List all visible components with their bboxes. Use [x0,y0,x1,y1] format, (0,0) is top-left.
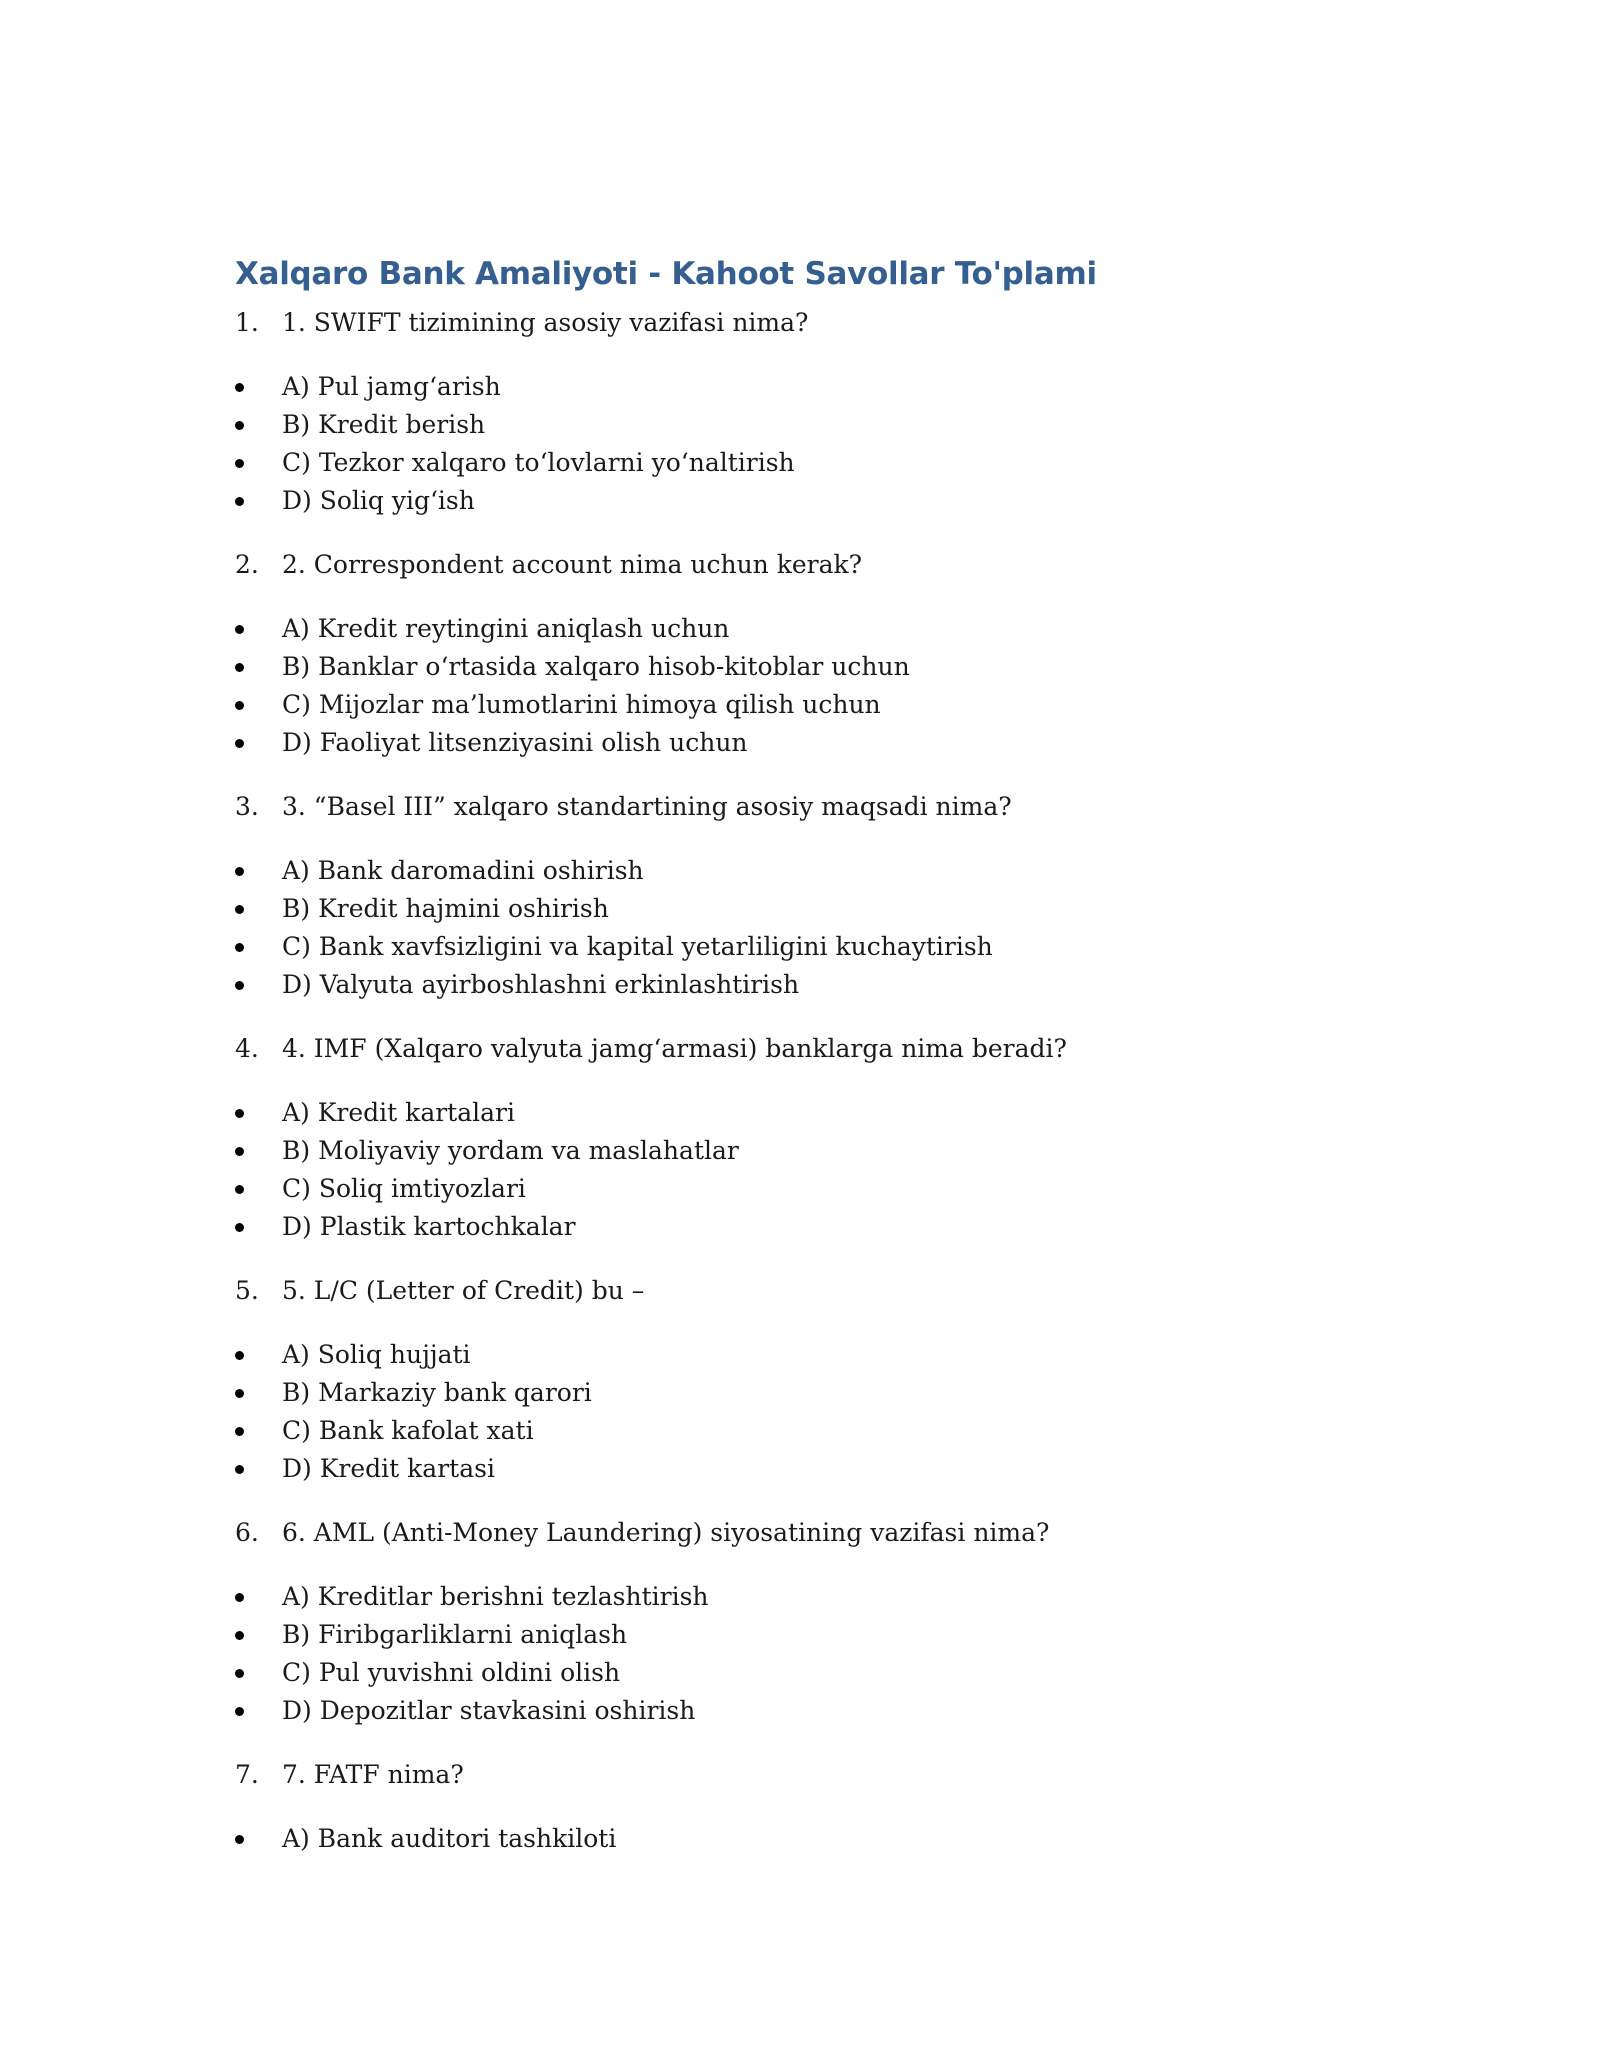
question-number: 5. [235,1276,259,1305]
answer-option [235,610,1365,648]
answer-options-list [235,1094,1365,1246]
answer-option [235,406,1365,444]
bullet-icon [235,625,244,634]
answer-option-text: C) Soliq imtiyozlari [282,1174,526,1203]
answer-option [235,1820,1365,1858]
answer-option-text: D) Faoliyat litsenziyasini olish uchun [282,728,748,757]
question-number: 4. [235,1034,259,1063]
answer-option [235,1208,1365,1246]
answer-option-text: A) Kredit reytingini aniqlash uchun [282,614,730,643]
answer-option-text: D) Valyuta ayirboshlashni erkinlashtirish [282,970,800,999]
answer-option [235,1616,1365,1654]
answer-option [235,444,1365,482]
answer-option-text: B) Moliyaviy yordam va maslahatlar [282,1136,739,1165]
answer-option-text: B) Kredit hajmini oshirish [282,894,609,923]
answer-option [235,368,1365,406]
question-number: 1. [235,308,259,337]
question-4 [235,1030,1365,1068]
answer-option-text: A) Kredit kartalari [282,1098,515,1127]
answer-option [235,1170,1365,1208]
question-6 [235,1514,1365,1552]
answer-option [235,1336,1365,1374]
answer-option [235,1412,1365,1450]
question-text: 7. FATF nima? [282,1760,464,1789]
question-5 [235,1272,1365,1310]
answer-option-text: D) Depozitlar stavkasini oshirish [282,1696,696,1725]
bullet-icon [235,1351,244,1360]
question-3 [235,788,1365,826]
answer-option-text: A) Soliq hujjati [282,1340,471,1369]
bullet-icon [235,1593,244,1602]
bullet-icon [235,663,244,672]
answer-options-list [235,1820,1365,1858]
answer-option-text: C) Tezkor xalqaro to‘lovlarni yo‘naltirish [282,448,795,477]
answer-option-text: A) Kreditlar berishni tezlashtirish [282,1582,709,1611]
answer-option-text: C) Bank kafolat xati [282,1416,534,1445]
bullet-icon [235,739,244,748]
answer-option [235,928,1365,966]
answer-option [235,966,1365,1004]
bullet-icon [235,905,244,914]
bullet-icon [235,701,244,710]
bullet-icon [235,1109,244,1118]
question-7 [235,1756,1365,1794]
answer-option [235,1450,1365,1488]
question-number: 2. [235,550,259,579]
answer-option-text: B) Firibgarliklarni aniqlash [282,1620,628,1649]
answer-options-list [235,1336,1365,1488]
bullet-icon [235,1427,244,1436]
bullet-icon [235,1389,244,1398]
bullet-icon [235,867,244,876]
answer-option-text: C) Bank xavfsizligini va kapital yetarliligini kuchaytirish [282,932,993,961]
answer-options-list [235,852,1365,1004]
answer-option-text: C) Mijozlar ma’lumotlarini himoya qilish uchun [282,690,881,719]
answer-option [235,1374,1365,1412]
question-text: 1. SWIFT tizimining asosiy vazifasi nima? [282,308,809,337]
question-number: 6. [235,1518,259,1547]
answer-option [235,1578,1365,1616]
bullet-icon [235,981,244,990]
answer-option [235,890,1365,928]
bullet-icon [235,497,244,506]
answer-option [235,852,1365,890]
question-text: 6. AML (Anti-Money Laundering) siyosatining vazifasi nima? [282,1518,1050,1547]
document-title: Xalqaro Bank Amaliyoti - Kahoot Savollar To'plami [235,256,1097,292]
question-number: 7. [235,1760,259,1789]
answer-option [235,1132,1365,1170]
answer-option-text: D) Soliq yig‘ish [282,486,475,515]
bullet-icon [235,1223,244,1232]
answer-option-text: A) Bank daromadini oshirish [282,856,644,885]
bullet-icon [235,421,244,430]
bullet-icon [235,383,244,392]
question-2 [235,546,1365,584]
bullet-icon [235,1835,244,1844]
question-list [235,304,1365,1858]
answer-option [235,686,1365,724]
answer-options-list [235,368,1365,520]
question-text: 4. IMF (Xalqaro valyuta jamg‘armasi) banklarga nima beradi? [282,1034,1067,1063]
answer-option-text: A) Pul jamg‘arish [282,372,501,401]
bullet-icon [235,1147,244,1156]
answer-option [235,648,1365,686]
answer-option-text: C) Pul yuvishni oldini olish [282,1658,621,1687]
bullet-icon [235,943,244,952]
document-page [235,252,1365,1884]
bullet-icon [235,1707,244,1716]
answer-option [235,1692,1365,1730]
bullet-icon [235,459,244,468]
answer-option [235,1094,1365,1132]
answer-option [235,1654,1365,1692]
bullet-icon [235,1631,244,1640]
answer-option-text: D) Plastik kartochkalar [282,1212,576,1241]
bullet-icon [235,1669,244,1678]
answer-options-list [235,1578,1365,1730]
question-text: 3. “Basel III” xalqaro standartining asosiy maqsadi nima? [282,792,1012,821]
bullet-icon [235,1465,244,1474]
bullet-icon [235,1185,244,1194]
answer-option [235,482,1365,520]
question-text: 2. Correspondent account nima uchun kerak? [282,550,863,579]
question-text: 5. L/C (Letter of Credit) bu – [282,1276,645,1305]
answer-option-text: D) Kredit kartasi [282,1454,495,1483]
question-1 [235,304,1365,342]
answer-option [235,724,1365,762]
question-number: 3. [235,792,259,821]
answer-options-list [235,610,1365,762]
answer-option-text: B) Markaziy bank qarori [282,1378,592,1407]
answer-option-text: B) Banklar o‘rtasida xalqaro hisob-kitoblar uchun [282,652,910,681]
answer-option-text: B) Kredit berish [282,410,486,439]
answer-option-text: A) Bank auditori tashkiloti [282,1824,617,1853]
